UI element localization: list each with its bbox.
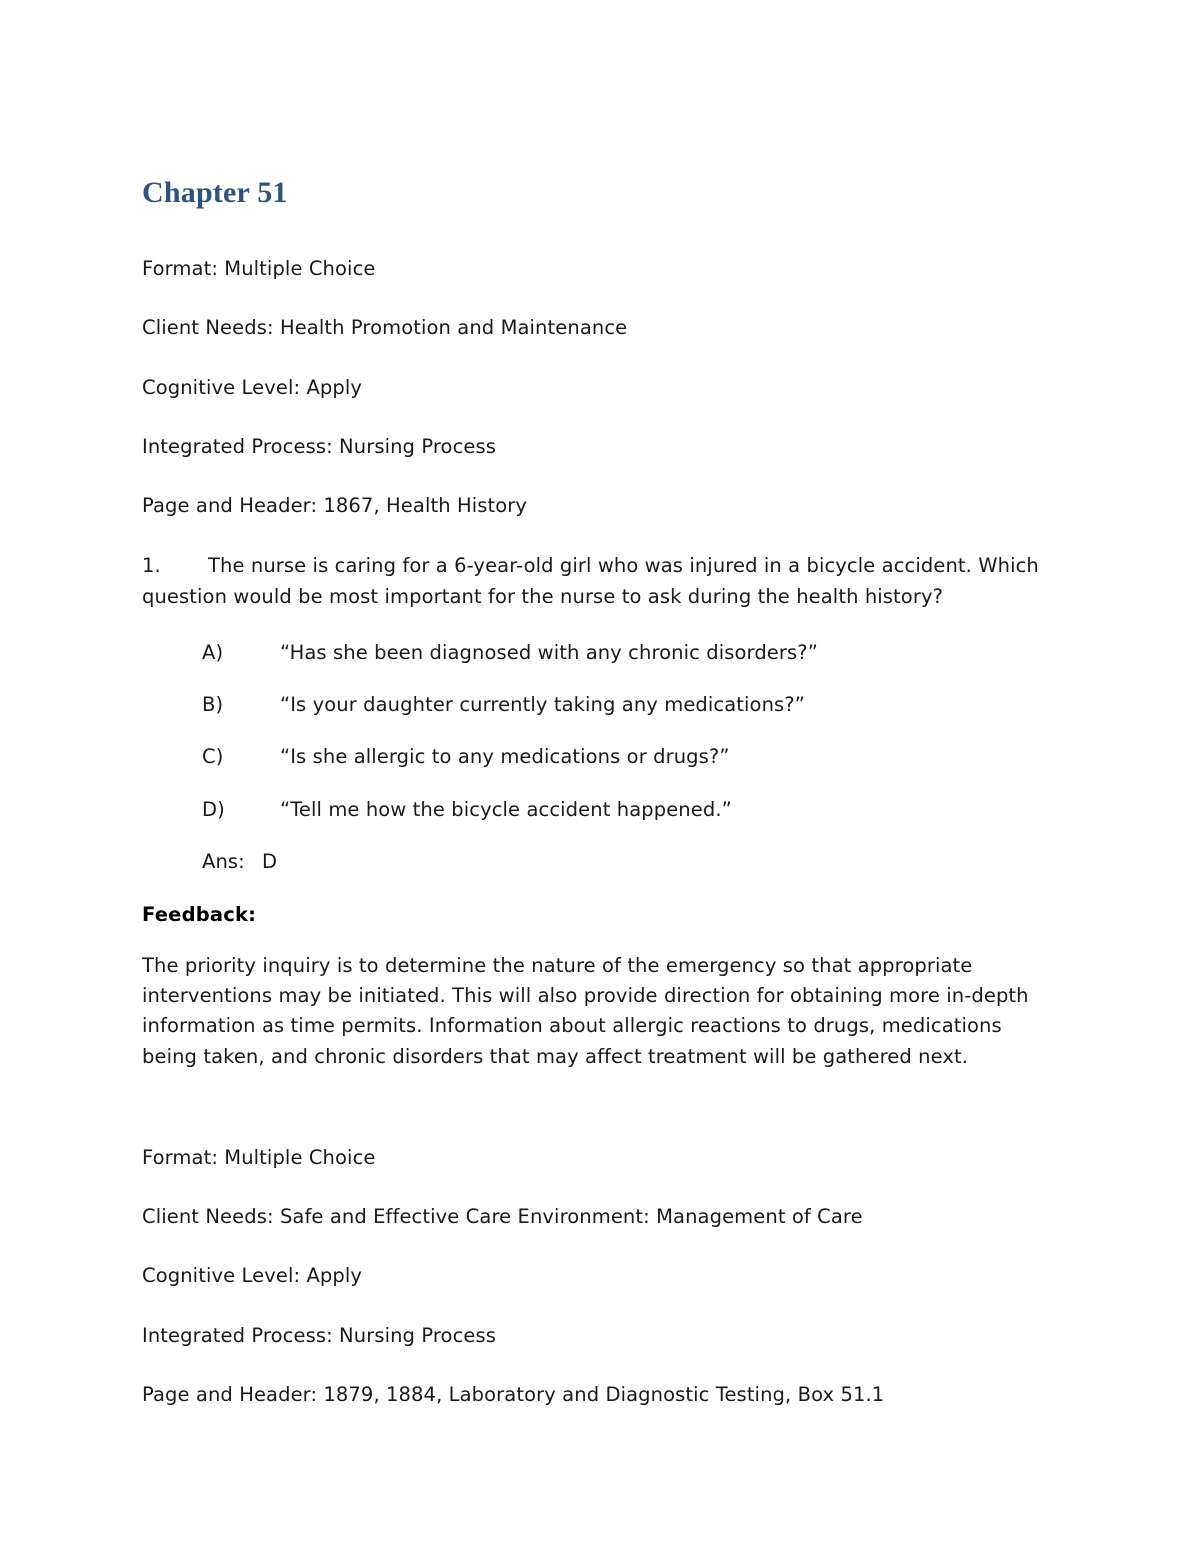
meta-client-needs: Client Needs: Health Promotion and Maintenance bbox=[142, 316, 628, 340]
option-c-label: C) bbox=[202, 745, 224, 769]
option-a[interactable] bbox=[142, 638, 1060, 667]
question-number: 1. bbox=[142, 554, 161, 578]
answer-label: Ans: bbox=[202, 849, 245, 873]
feedback-body: The priority inquiry is to determine the nature of the emergency so that appropriate interventions may be initiated. This will also provide direction for obtaining more in-depth information as time permits. Information about allergic reactions to drugs, medications being taken, and chronic disorders that may affect treatment will be gathered next. bbox=[142, 954, 1029, 1068]
meta-page-and-header: Page and Header: 1867, Health History bbox=[142, 494, 528, 518]
answer-line bbox=[142, 847, 1060, 876]
meta2-integrated-process: Integrated Process: Nursing Process bbox=[142, 1323, 497, 1347]
question-body: The nurse is caring for a 6-year-old girl who was injured in a bicycle accident. Which question would be most important for the nurse to ask during the health history? bbox=[142, 554, 1039, 608]
answer-options-list bbox=[142, 638, 1060, 824]
option-b-label: B) bbox=[202, 693, 224, 717]
answer-value: D bbox=[262, 849, 278, 873]
meta-format: Format: Multiple Choice bbox=[142, 257, 376, 280]
metadata-block-two bbox=[142, 1144, 1060, 1409]
section-spacer bbox=[142, 1072, 1060, 1144]
meta-cognitive-level: Cognitive Level: Apply bbox=[142, 375, 362, 399]
option-d[interactable] bbox=[142, 795, 1060, 824]
option-a-text: “Has she been diagnosed with any chronic disorders?” bbox=[280, 640, 818, 664]
option-a-label: A) bbox=[202, 640, 224, 664]
option-b-text: “Is your daughter currently taking any medications?” bbox=[280, 693, 805, 717]
meta-integrated-process: Integrated Process: Nursing Process bbox=[142, 434, 497, 458]
question-text bbox=[142, 551, 1060, 611]
option-c-text: “Is she allergic to any medications or drugs?” bbox=[280, 745, 730, 769]
option-c[interactable] bbox=[142, 742, 1060, 771]
page-title: Chapter 51 bbox=[142, 176, 288, 209]
meta2-cognitive-level: Cognitive Level: Apply bbox=[142, 1264, 362, 1288]
metadata-block-one bbox=[142, 255, 1060, 520]
meta2-format: Format: Multiple Choice bbox=[142, 1145, 376, 1169]
option-d-text: “Tell me how the bicycle accident happened.” bbox=[280, 797, 732, 821]
feedback-heading: Feedback: bbox=[142, 903, 257, 927]
meta2-page-and-header: Page and Header: 1879, 1884, Laboratory and Diagnostic Testing, Box 51.1 bbox=[142, 1382, 885, 1406]
meta2-client-needs: Client Needs: Safe and Effective Care Environment: Management of Care bbox=[142, 1205, 863, 1229]
option-d-label: D) bbox=[202, 797, 225, 821]
option-b[interactable] bbox=[142, 690, 1060, 719]
